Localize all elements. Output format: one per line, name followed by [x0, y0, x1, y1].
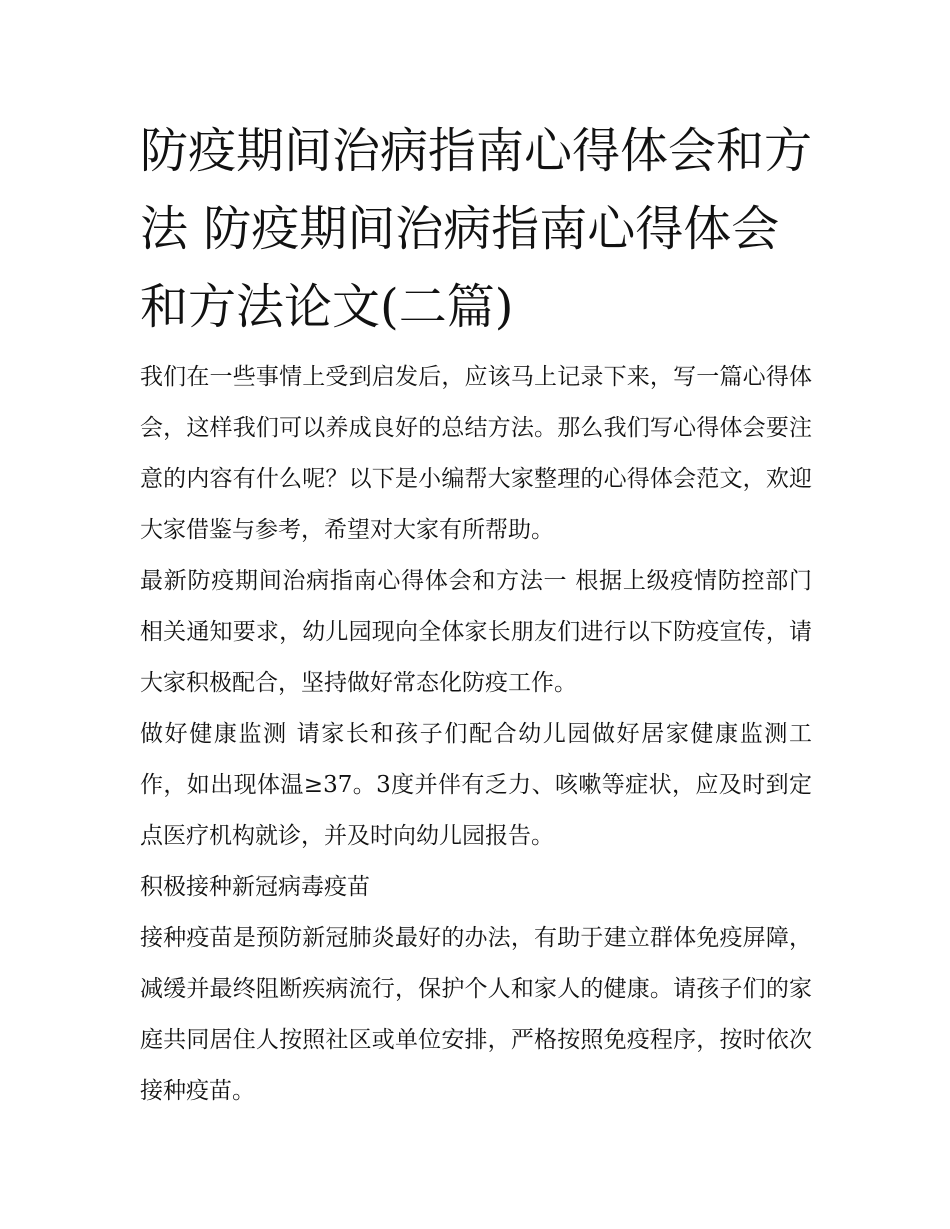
paragraph-vaccine-body: 接种疫苗是预防新冠肺炎最好的办法，有助于建立群体免疫屏障，减缓并最终阻断疾病流行，保护个人和家人的健康。请孩子们的家庭共同居住人按照社区或单位安排，严格按照免疫程序，按时依次接种疫苗。: [140, 925, 812, 1104]
paragraph-method-one: 最新防疫期间治病指南心得体会和方法一 根据上级疫情防控部门相关通知要求，幼儿园现向全体家长朋友们进行以下防疫宣传，请大家积极配合，坚持做好常态化防疫工作。: [140, 568, 812, 696]
paragraph-health-monitoring: 做好健康监测 请家长和孩子们配合幼儿园做好居家健康监测工作，如出现体温≥37。3度并伴有乏力、咳嗽等症状，应及时到定点医疗机构就诊，并及时向幼儿园报告。: [140, 721, 812, 849]
paragraph-intro: 我们在一些事情上受到启发后，应该马上记录下来，写一篇心得体会，这样我们可以养成良好的总结方法。那么我们写心得体会要注意的内容有什么呢？以下是小编帮大家整理的心得体会范文，欢迎大家借鉴与参考，希望对大家有所帮助。: [140, 364, 812, 543]
paragraph-vaccine-heading: 积极接种新冠病毒疫苗: [140, 874, 370, 900]
document-page: [140, 112, 812, 1117]
document-title: 防疫期间治病指南心得体会和方法 防疫期间治病指南心得体会和方法论文(二篇): [140, 123, 813, 335]
